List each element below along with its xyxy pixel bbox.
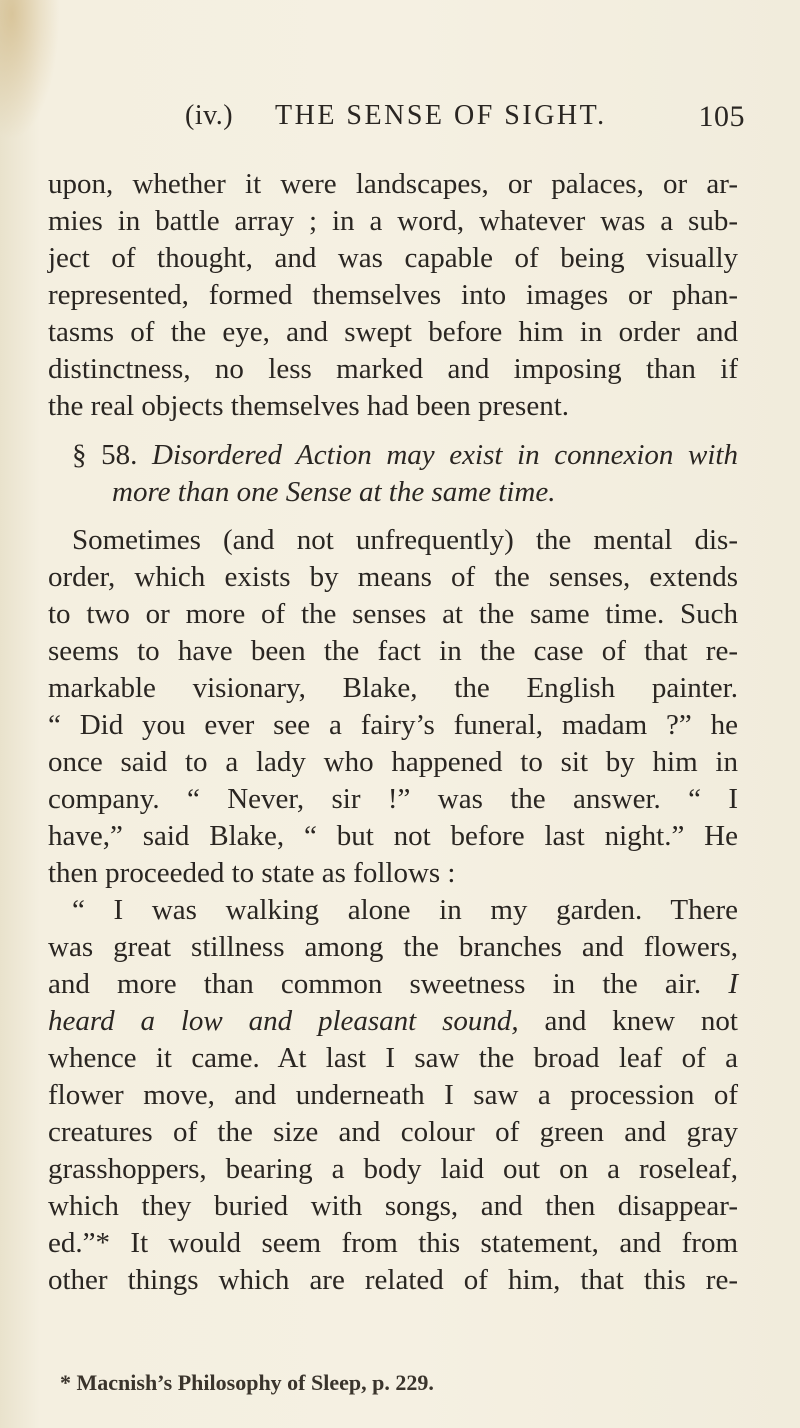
text-segment-italic: I [728, 968, 738, 1000]
text-line: which they buried with songs, and then disappear- [48, 1190, 738, 1222]
text-line: then proceeded to state as follows : [48, 857, 456, 889]
section-heading [48, 437, 738, 511]
text-line: to two or more of the senses at the same time. Such [48, 598, 738, 630]
text-line: “ Did you ever see a fairy’s funeral, madam ?” he [48, 709, 738, 741]
text-line: flower move, and underneath I saw a procession of [48, 1079, 738, 1111]
section-title-2: more than one Sense at the same time. [112, 476, 556, 508]
text-line: ed.”* It would seem from this statement, and from [48, 1227, 738, 1259]
section-heading-line-1 [48, 437, 738, 474]
text-line: tasms of the eye, and swept before him in order and [48, 316, 738, 348]
text-line: seems to have been the fact in the case of that re- [48, 635, 738, 667]
text-line: whence it came. At last I saw the broad leaf of a [48, 1042, 738, 1074]
text-segment: and more than common sweetness in the air. [48, 968, 702, 1000]
running-title: THE SENSE OF SIGHT. [275, 100, 607, 131]
text-segment-italic: heard a low and pleasant sound, [48, 1005, 519, 1037]
text-line: upon, whether it were landscapes, or palaces, or ar- [48, 168, 738, 200]
text-line: mies in battle array ; in a word, whatever was a sub- [48, 205, 738, 237]
chapter-number: (iv.) [185, 100, 234, 131]
text-line: order, which exists by means of the senses, extends [48, 561, 738, 593]
paragraph-3 [48, 892, 738, 1299]
text-line [48, 966, 738, 1003]
text-line: ject of thought, and was capable of being visually [48, 242, 738, 274]
text-line: “ I was walking alone in my garden. There [72, 894, 738, 926]
footnote: * Macnish’s Philosophy of Sleep, p. 229. [60, 1370, 434, 1395]
text-line: markable visionary, Blake, the English painter. [48, 672, 738, 704]
page-number: 105 [698, 100, 745, 133]
text-line: grasshoppers, bearing a body laid out on a roseleaf, [48, 1153, 738, 1185]
page-stain [0, 0, 60, 140]
text-line: represented, formed themselves into images or phan- [48, 279, 738, 311]
running-header [185, 100, 745, 140]
paragraph-1 [48, 166, 738, 425]
text-line: was great stillness among the branches and flowers, [48, 931, 738, 963]
text-line: once said to a lady who happened to sit by him in [48, 746, 738, 778]
section-number: § 58. [72, 439, 138, 471]
text-line: the real objects themselves had been present. [48, 390, 569, 422]
text-segment: and knew not [518, 1005, 738, 1037]
paragraph-2 [48, 522, 738, 892]
text-line [48, 1003, 738, 1040]
text-line: distinctness, no less marked and imposing than if [48, 353, 738, 385]
section-title-1: Disordered Action may exist in connexion with [152, 439, 738, 471]
text-line: creatures of the size and colour of green and gray [48, 1116, 738, 1148]
text-line: Sometimes (and not unfrequently) the mental dis- [72, 524, 738, 556]
text-line: company. “ Never, sir !” was the answer. “ I [48, 783, 738, 815]
text-line: have,” said Blake, “ but not before last night.” He [48, 820, 738, 852]
text-line: other things which are related of him, that this re- [48, 1264, 738, 1296]
